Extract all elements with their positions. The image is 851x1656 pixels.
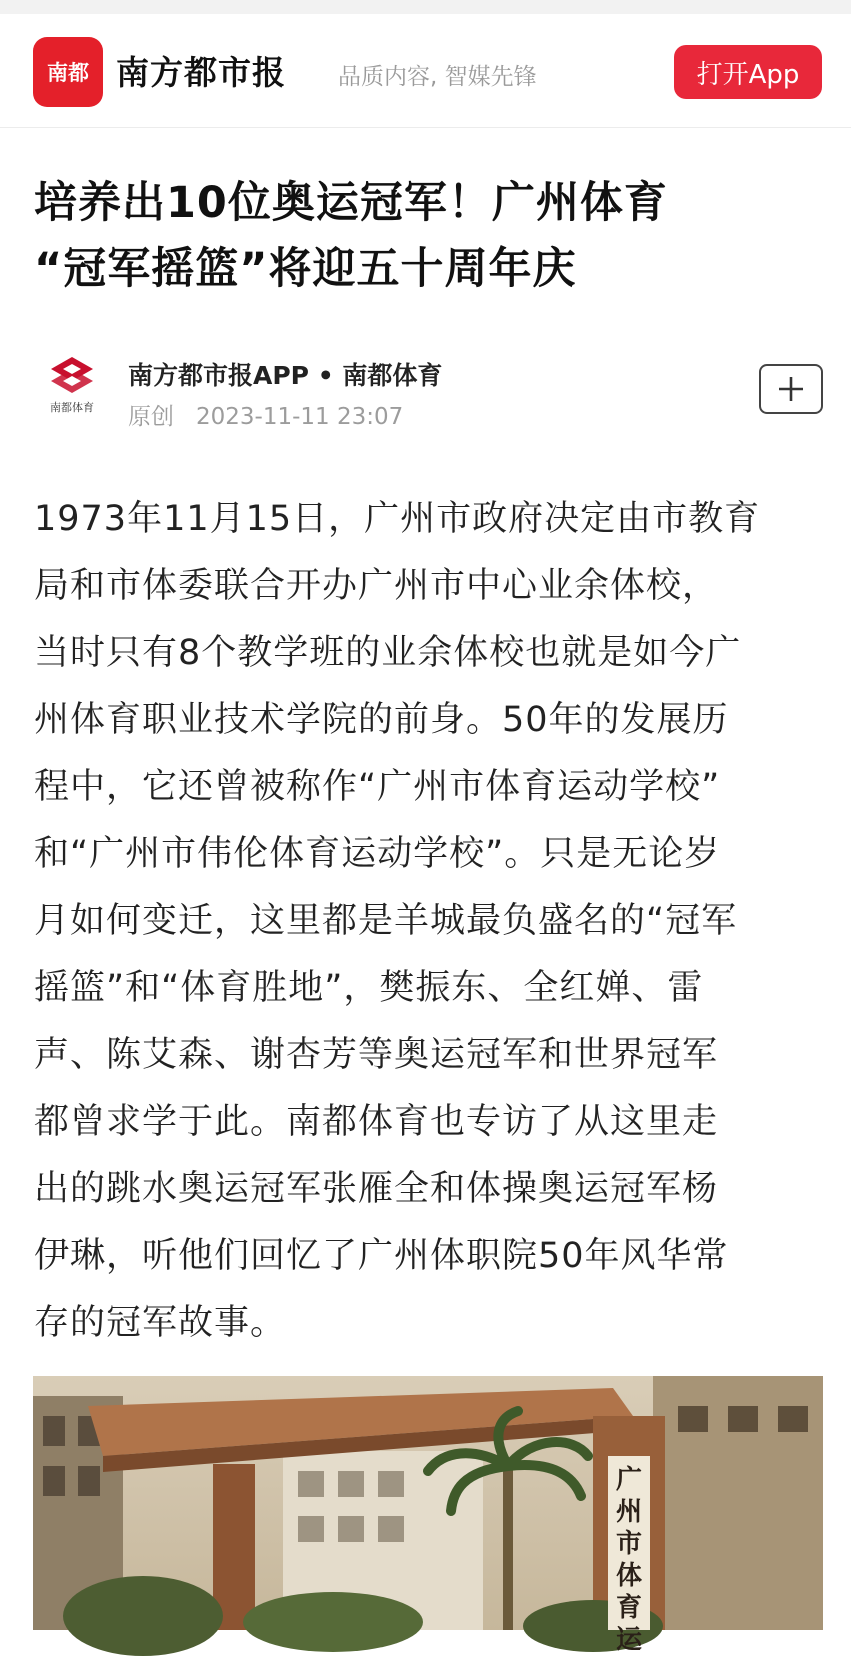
body-line: 1973年11月15日，广州市政府决定由市教育 <box>34 499 761 539</box>
author-name[interactable]: 南方都市报APP • 南都体育 <box>128 361 443 390</box>
publish-time: 2023-11-11 23:07 <box>196 404 404 430</box>
author-logo-caption: 南都体育 <box>50 401 94 414</box>
article-title-line: 培养出10位奥运冠军！广州体育 <box>34 178 668 228</box>
school-gate-photo <box>33 1376 823 1655</box>
brand-name: 南方都市报 <box>116 53 286 92</box>
body-line: 当时只有8个教学班的业余体校也就是如今广 <box>34 633 742 673</box>
status-strip <box>0 0 851 14</box>
article-body <box>34 486 824 1357</box>
body-line: 和“广州市伟伦体育运动学校”。只是无论岁 <box>34 834 721 874</box>
brand-logo[interactable]: 南都 <box>33 37 103 107</box>
article-photo[interactable] <box>33 1376 823 1655</box>
body-line: 局和市体委联合开办广州市中心业余体校， <box>34 566 719 606</box>
author-avatar[interactable] <box>40 355 104 417</box>
body-line: 伊琳，听他们回忆了广州体职院50年风华常 <box>34 1236 729 1276</box>
plus-icon <box>776 374 806 404</box>
body-line: 摇篮”和“体育胜地”，樊振东、全红婵、雷 <box>34 968 704 1008</box>
body-line: 声、陈艾森、谢杏芳等奥运冠军和世界冠军 <box>34 1035 719 1075</box>
follow-button[interactable] <box>759 364 823 414</box>
body-line: 出的跳水奥运冠军张雁全和体操奥运冠军杨 <box>34 1169 719 1209</box>
original-label: 原创 <box>128 404 174 430</box>
article-title-line: “冠军摇篮”将迎五十周年庆 <box>34 244 577 294</box>
open-app-button[interactable]: 打开App <box>674 45 822 99</box>
author-meta <box>128 398 403 431</box>
body-line: 都曾求学于此。南都体育也专访了从这里走 <box>34 1102 719 1142</box>
body-line: 存的冠军故事。 <box>34 1303 287 1343</box>
top-app-banner <box>0 14 851 128</box>
brand-slogan: 品质内容, 智媒先锋 <box>338 64 537 90</box>
article-title <box>34 170 824 302</box>
body-line: 州体育职业技术学院的前身。50年的发展历 <box>34 700 729 740</box>
body-line: 月如何变迁，这里都是羊城最负盛名的“冠军 <box>34 901 738 941</box>
school-sign-text: 广州市体育运 <box>615 1465 642 1655</box>
body-line: 程中，它还曾被称作“广州市体育运动学校” <box>34 767 721 807</box>
nandu-sports-logo-icon <box>49 355 95 397</box>
